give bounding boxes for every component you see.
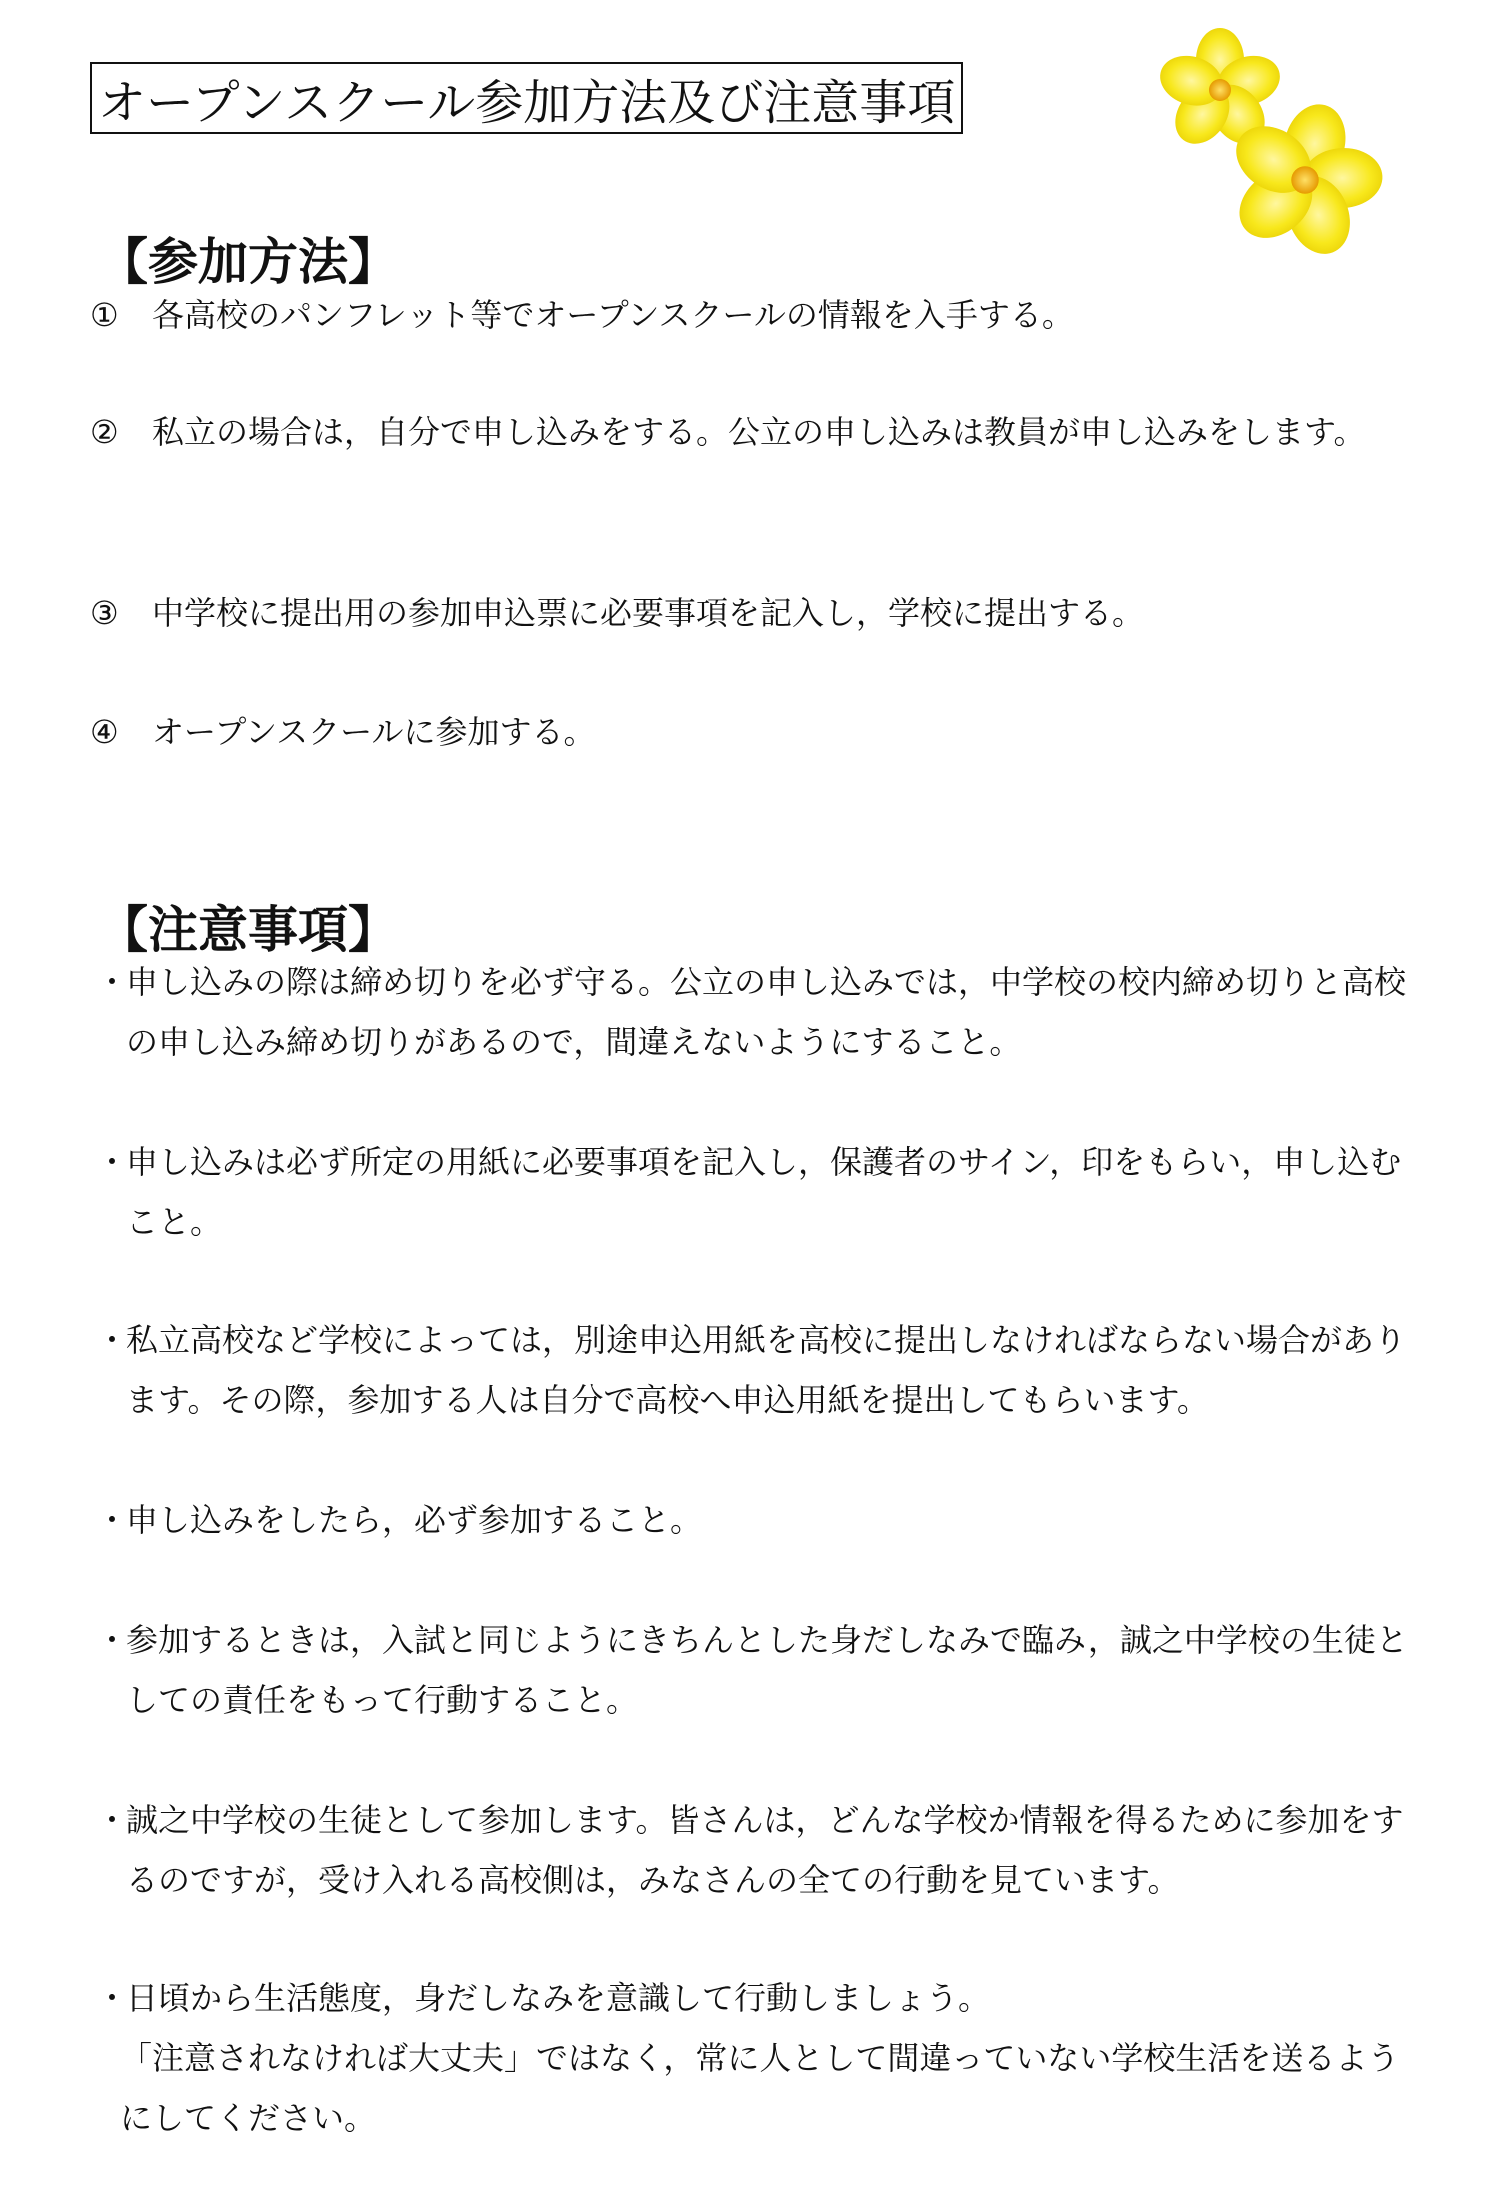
note-item-6: 誠之中学校の生徒として参加します。皆さんは，どんな学校か情報を得るために参加をするのですが，受け入れる高校側は，みなさんの全ての行動を見ています。 <box>126 1801 1404 1899</box>
item-number: ① <box>90 296 119 334</box>
note-item-4: 申し込みをしたら，必ず参加すること。 <box>126 1501 703 1539</box>
participation-item-3: 中学校に提出用の参加申込票に必要事項を記入し，学校に提出する。 <box>152 594 1145 632</box>
note-item-7-line: 日頃から生活態度，身だしなみを意識して行動しましょう。 <box>126 1979 991 2017</box>
bullet-mark: ・ <box>96 1801 129 1839</box>
bullet-mark: ・ <box>96 963 129 1001</box>
note-item-3: 私立高校など学校によっては，別途申込用紙を高校に提出しなければならない場合があります。その際，参加する人は自分で高校へ申込用紙を提出してもらいます。 <box>126 1321 1407 1419</box>
item-number: ② <box>90 413 119 451</box>
item-number: ④ <box>90 713 119 751</box>
note-item-2: 申し込みは必ず所定の用紙に必要事項を記入し，保護者のサイン，印をもらい，申し込むこと。 <box>126 1143 1402 1241</box>
note-item-7 <box>120 1968 1416 2148</box>
bullet-mark: ・ <box>96 1143 129 1181</box>
notes-heading: 【注意事項】 <box>98 901 398 959</box>
participation-item-1: 各高校のパンフレット等でオープンスクールの情報を入手する。 <box>152 296 1074 334</box>
bullet-mark: ・ <box>96 1321 129 1359</box>
document-title: オープンスクール参加方法及び注意事項 <box>90 62 963 134</box>
participation-item-4: オープンスクールに参加する。 <box>152 713 596 751</box>
yellow-flowers-icon <box>1140 20 1390 260</box>
bullet-mark: ・ <box>96 1979 129 2017</box>
note-item-7-extra: 「注意されなければ大丈夫」ではなく，常に人として間違っていない学校生活を送るようにしてください。 <box>120 2039 1400 2137</box>
note-item-1: 申し込みの際は締め切りを必ず守る。公立の申し込みでは，中学校の校内締め切りと高校の申し込み締め切りがあるので，間違えないようにすること。 <box>126 963 1407 1061</box>
participation-heading: 【参加方法】 <box>98 233 398 291</box>
item-number: ③ <box>90 594 119 632</box>
bullet-mark: ・ <box>96 1621 129 1659</box>
note-item-5: 参加するときは，入試と同じようにきちんとした身だしなみで臨み，誠之中学校の生徒としての責任をもって行動すること。 <box>126 1621 1408 1719</box>
participation-item-2: 私立の場合は，自分で申し込みをする。公立の申し込みは教員が申し込みをします。 <box>152 413 1366 451</box>
bullet-mark: ・ <box>96 1501 129 1539</box>
